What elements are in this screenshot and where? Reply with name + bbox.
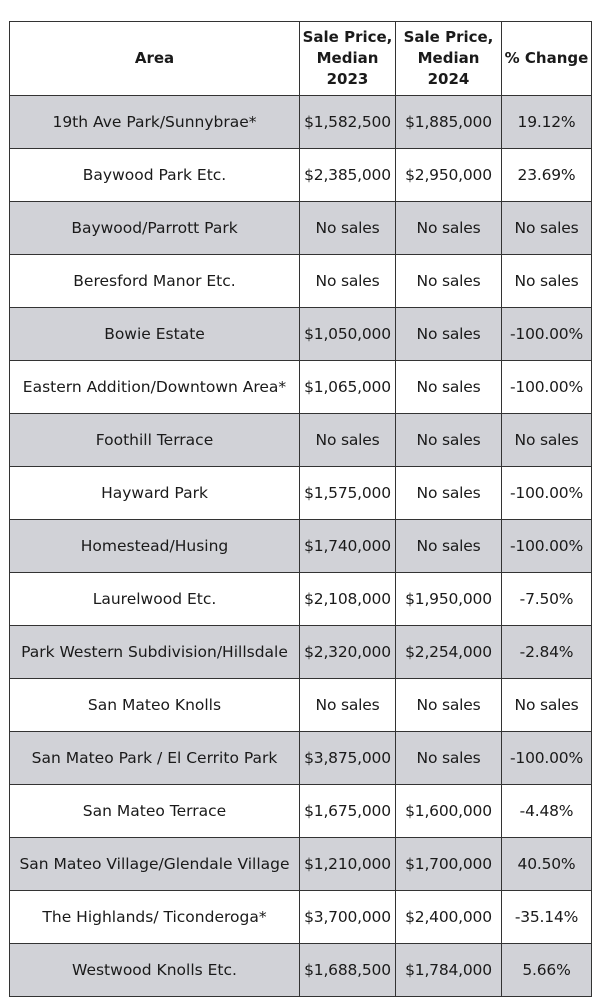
cell-area: San Mateo Knolls xyxy=(10,679,300,732)
cell-change: No sales xyxy=(502,255,592,308)
table-body xyxy=(10,96,592,997)
cell-area: Homestead/Husing xyxy=(10,520,300,573)
header-change: % Change xyxy=(502,22,592,96)
cell-area: Westwood Knolls Etc. xyxy=(10,944,300,997)
cell-area: Park Western Subdivision/Hillsdale xyxy=(10,626,300,679)
cell-price-2023: $1,210,000 xyxy=(300,838,396,891)
cell-price-2023: $1,575,000 xyxy=(300,467,396,520)
table-row xyxy=(10,96,592,149)
header-price-2024: Sale Price, Median 2024 xyxy=(396,22,502,96)
cell-price-2023: $3,875,000 xyxy=(300,732,396,785)
cell-area: San Mateo Park / El Cerrito Park xyxy=(10,732,300,785)
cell-price-2023: No sales xyxy=(300,679,396,732)
cell-change: -100.00% xyxy=(502,732,592,785)
cell-area: Baywood/Parrott Park xyxy=(10,202,300,255)
cell-price-2024: No sales xyxy=(396,414,502,467)
cell-price-2024: No sales xyxy=(396,679,502,732)
cell-change: -7.50% xyxy=(502,573,592,626)
cell-price-2023: $2,108,000 xyxy=(300,573,396,626)
header-price-2023: Sale Price, Median 2023 xyxy=(300,22,396,96)
cell-price-2024: No sales xyxy=(396,308,502,361)
header-area: Area xyxy=(10,22,300,96)
cell-area: Baywood Park Etc. xyxy=(10,149,300,202)
cell-change: No sales xyxy=(502,202,592,255)
header-row xyxy=(10,22,592,96)
table-row xyxy=(10,255,592,308)
cell-price-2024: $2,254,000 xyxy=(396,626,502,679)
cell-area: San Mateo Village/Glendale Village xyxy=(10,838,300,891)
table-row xyxy=(10,785,592,838)
cell-change: -100.00% xyxy=(502,308,592,361)
cell-area: Hayward Park xyxy=(10,467,300,520)
cell-price-2024: $1,700,000 xyxy=(396,838,502,891)
table-row xyxy=(10,414,592,467)
cell-area: 19th Ave Park/Sunnybrae* xyxy=(10,96,300,149)
cell-change: -35.14% xyxy=(502,891,592,944)
table-row xyxy=(10,467,592,520)
cell-change: 40.50% xyxy=(502,838,592,891)
cell-price-2024: No sales xyxy=(396,255,502,308)
cell-price-2023: $1,675,000 xyxy=(300,785,396,838)
cell-area: San Mateo Terrace xyxy=(10,785,300,838)
cell-price-2023: $3,700,000 xyxy=(300,891,396,944)
cell-price-2023: No sales xyxy=(300,414,396,467)
cell-area: Foothill Terrace xyxy=(10,414,300,467)
table-row xyxy=(10,626,592,679)
table-row xyxy=(10,679,592,732)
cell-change: 19.12% xyxy=(502,96,592,149)
table-row xyxy=(10,891,592,944)
cell-price-2024: $1,885,000 xyxy=(396,96,502,149)
cell-price-2024: No sales xyxy=(396,202,502,255)
cell-price-2024: $1,950,000 xyxy=(396,573,502,626)
cell-change: -2.84% xyxy=(502,626,592,679)
table-row xyxy=(10,732,592,785)
cell-area: The Highlands/ Ticonderoga* xyxy=(10,891,300,944)
table-row xyxy=(10,573,592,626)
table-row xyxy=(10,838,592,891)
cell-change: -100.00% xyxy=(502,467,592,520)
cell-area: Eastern Addition/Downtown Area* xyxy=(10,361,300,414)
cell-price-2024: $1,600,000 xyxy=(396,785,502,838)
cell-change: -4.48% xyxy=(502,785,592,838)
table-row xyxy=(10,361,592,414)
cell-change: -100.00% xyxy=(502,520,592,573)
cell-change: No sales xyxy=(502,414,592,467)
table-row xyxy=(10,308,592,361)
cell-price-2024: No sales xyxy=(396,520,502,573)
table-header xyxy=(10,22,592,96)
cell-area: Laurelwood Etc. xyxy=(10,573,300,626)
table-row xyxy=(10,520,592,573)
cell-price-2024: $2,400,000 xyxy=(396,891,502,944)
cell-price-2024: No sales xyxy=(396,361,502,414)
cell-price-2023: $1,688,500 xyxy=(300,944,396,997)
sales-table xyxy=(9,21,592,997)
cell-price-2023: $1,065,000 xyxy=(300,361,396,414)
cell-area: Beresford Manor Etc. xyxy=(10,255,300,308)
cell-price-2023: $2,320,000 xyxy=(300,626,396,679)
cell-price-2024: No sales xyxy=(396,732,502,785)
cell-change: No sales xyxy=(502,679,592,732)
cell-price-2024: $1,784,000 xyxy=(396,944,502,997)
cell-price-2024: No sales xyxy=(396,467,502,520)
cell-area: Bowie Estate xyxy=(10,308,300,361)
cell-change: -100.00% xyxy=(502,361,592,414)
table-row xyxy=(10,149,592,202)
cell-price-2023: $1,582,500 xyxy=(300,96,396,149)
cell-change: 5.66% xyxy=(502,944,592,997)
table-row xyxy=(10,944,592,997)
cell-price-2023: $1,050,000 xyxy=(300,308,396,361)
cell-change: 23.69% xyxy=(502,149,592,202)
table-row xyxy=(10,202,592,255)
cell-price-2024: $2,950,000 xyxy=(396,149,502,202)
cell-price-2023: $1,740,000 xyxy=(300,520,396,573)
cell-price-2023: No sales xyxy=(300,202,396,255)
cell-price-2023: $2,385,000 xyxy=(300,149,396,202)
cell-price-2023: No sales xyxy=(300,255,396,308)
